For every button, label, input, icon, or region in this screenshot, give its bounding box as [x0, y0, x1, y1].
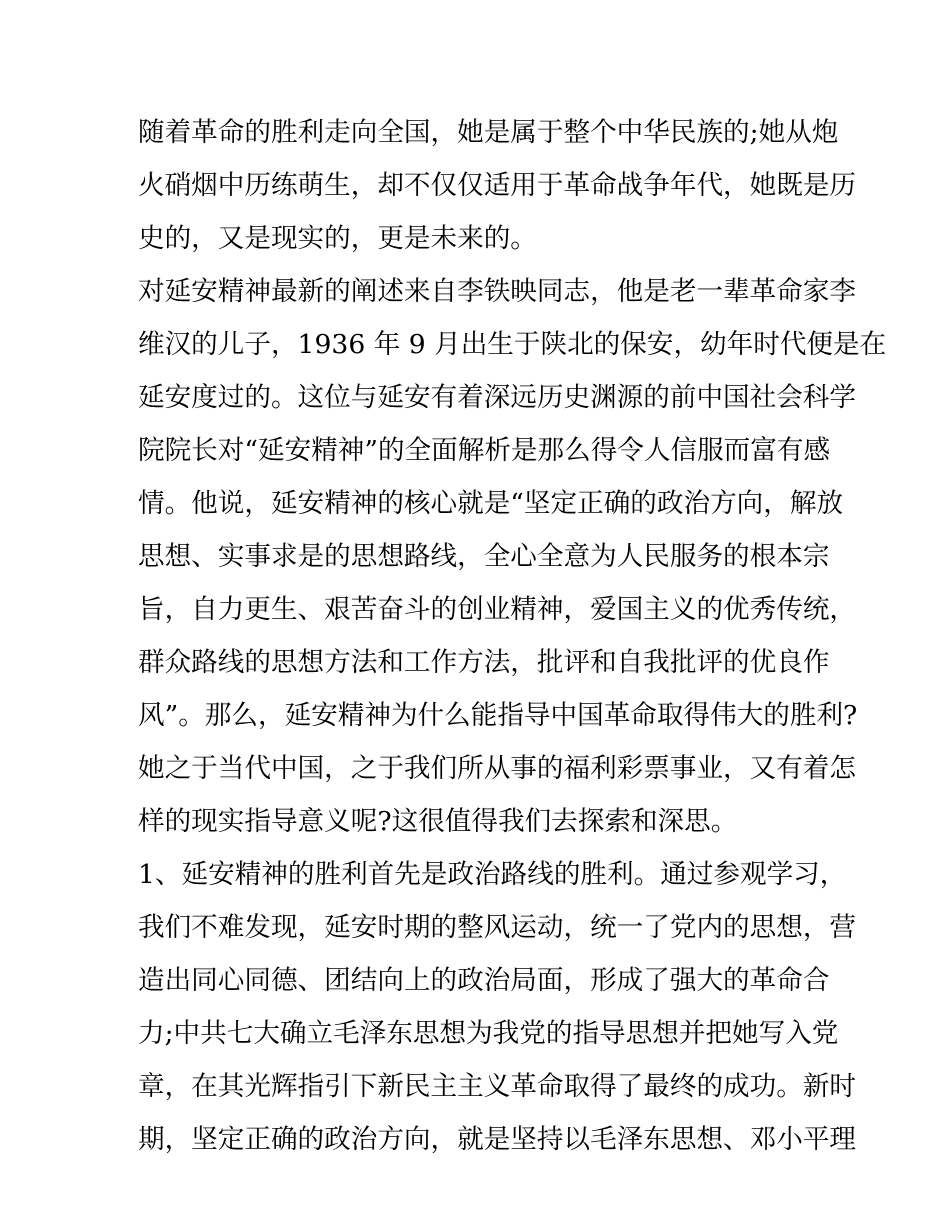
text-line: 延安度过的。这位与延安有着深远历史渊源的前中国社会科学 [138, 382, 857, 413]
text-line: 群众路线的思想方法和工作方法，批评和自我批评的优良作 [138, 647, 830, 678]
document-page [138, 106, 887, 1166]
text-line: 维汉的儿子，1936 年 9 月出生于陕北的保安，幼年时代便是在 [138, 329, 887, 360]
text-line: 样的现实指导意义呢?这很值得我们去探索和深思。 [138, 806, 738, 837]
text-line: 思想、实事求是的思想路线，全心全意为人民服务的根本宗 [138, 541, 830, 572]
text-line: 造出同心同德、团结向上的政治局面，形成了强大的革命合 [138, 965, 830, 996]
text-line: 风”。那么，延安精神为什么能指导中国革命取得伟大的胜利? [138, 700, 858, 731]
text-line: 随着革命的胜利走向全国，她是属于整个中华民族的;她从炮 [138, 117, 839, 148]
text-line: 章，在其光辉指引下新民主主义革命取得了最终的成功。新时 [138, 1071, 857, 1102]
text-line: 1、延安精神的胜利首先是政治路线的胜利。通过参观学习， [138, 859, 847, 890]
text-line: 情。他说，延安精神的核心就是“坚定正确的政治方向，解放 [138, 488, 844, 519]
text-line: 史的，又是现实的，更是未来的。 [138, 223, 537, 254]
text-line: 力;中共七大确立毛泽东思想为我党的指导思想并把她写入党 [138, 1018, 839, 1049]
text-line: 旨，自力更生、艰苦奋斗的创业精神，爱国主义的优秀传统， [138, 594, 857, 625]
text-line: 对延安精神最新的阐述来自李铁映同志，他是老一辈革命家李 [138, 276, 857, 307]
text-line: 我们不难发现，延安时期的整风运动，统一了党内的思想，营 [138, 912, 857, 943]
text-line: 她之于当代中国，之于我们所从事的福利彩票事业，又有着怎 [138, 753, 857, 784]
text-line: 院院长对“延安精神”的全面解析是那么得令人信服而富有感 [138, 435, 831, 466]
text-line: 期，坚定正确的政治方向，就是坚持以毛泽东思想、邓小平理 [138, 1124, 857, 1155]
text-line: 火硝烟中历练萌生，却不仅仅适用于革命战争年代，她既是历 [138, 170, 857, 201]
